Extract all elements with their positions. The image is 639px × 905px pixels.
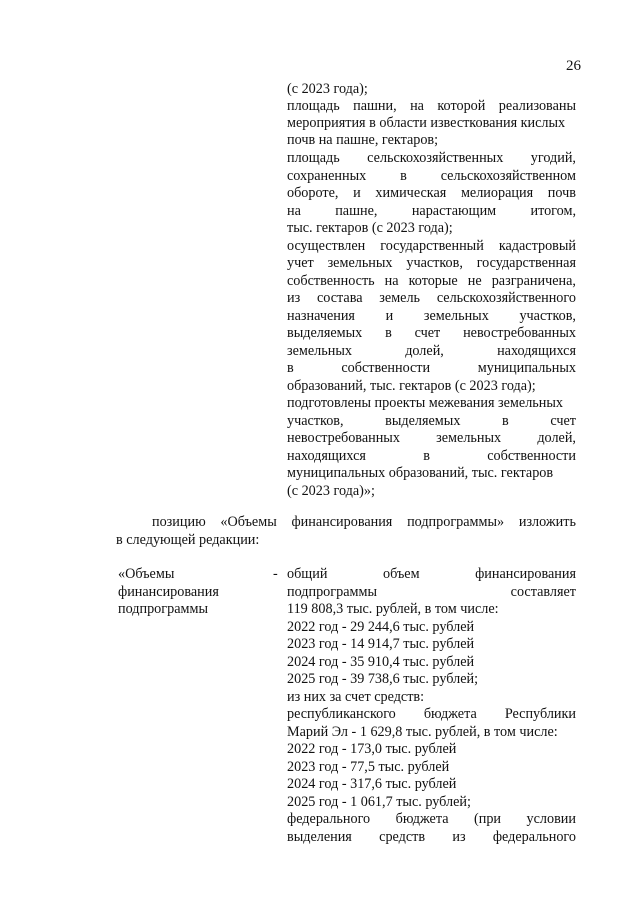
text-line [287, 483, 576, 500]
text-word: составляет [510, 584, 576, 600]
text-word: (с 2023 года); [287, 81, 368, 97]
text-line [287, 448, 576, 465]
text-word: площадь [287, 98, 340, 114]
text-word: находящихся [497, 343, 576, 359]
text-word: Республики [504, 706, 576, 722]
text-line [287, 395, 576, 412]
text-word: состава [316, 290, 363, 306]
text-word: из [452, 829, 466, 845]
text-word: 2023 год - 14 914,7 тыс. рублей [287, 636, 475, 652]
text-word: пашни, [353, 98, 397, 114]
text-word: 119 808,3 тыс. рублей, в том числе: [287, 601, 499, 617]
text-word: республиканского [287, 706, 396, 722]
text-word: 2022 год - 29 244,6 тыс. рублей [287, 619, 475, 635]
text-line [287, 741, 576, 758]
text-line [287, 132, 576, 149]
text-word: которой [437, 98, 486, 114]
text-word: и [353, 185, 361, 201]
text-word: финансирования [475, 566, 576, 582]
text-word: подпрограммы [118, 601, 208, 617]
text-word: Марий Эл - 1 629,8 тыс. рублей, в том числе: [287, 724, 558, 740]
text-word: муниципальных образований, тыс. гектаров [287, 465, 554, 481]
text-word: собственности [341, 360, 431, 376]
text-line [287, 776, 576, 793]
text-word: нарастающим [411, 203, 497, 219]
text-word: финансирования [118, 584, 219, 600]
text-word: итогом, [530, 203, 576, 219]
text-line [287, 98, 576, 115]
text-word: средств [379, 829, 426, 845]
text-line [287, 619, 576, 636]
text-word: общий [287, 566, 328, 582]
text-word: выделяемых [287, 325, 363, 341]
text-line [287, 185, 576, 202]
text-word: счет [414, 325, 441, 341]
text-line [287, 465, 576, 482]
text-line [287, 706, 576, 723]
text-line [287, 343, 576, 360]
text-line [118, 566, 274, 583]
text-word: сельскохозяйственного [436, 290, 576, 306]
text-word: из [287, 290, 301, 306]
text-line [287, 325, 576, 342]
text-line [287, 829, 576, 846]
text-word: 2024 год - 317,6 тыс. рублей [287, 776, 457, 792]
text-line [287, 378, 576, 395]
text-word: участков, [406, 255, 463, 271]
text-word: сохраненных [287, 168, 367, 184]
text-word: почв на пашне, гектаров; [287, 132, 439, 148]
text-word: находящихся [287, 448, 366, 464]
text-word: объем [382, 566, 420, 582]
instruction-line-2: в следующей редакции: [116, 532, 260, 548]
text-word: государственная [476, 255, 576, 271]
text-line [287, 115, 576, 132]
text-line [287, 150, 576, 167]
text-line [287, 584, 576, 601]
text-word: 2025 год - 39 738,6 тыс. рублей; [287, 671, 479, 687]
text-line [287, 220, 576, 237]
text-word: в [385, 325, 392, 341]
text-word: федерального [287, 811, 371, 827]
text-word: 2022 год - 173,0 тыс. рублей [287, 741, 457, 757]
text-word: почв [547, 185, 576, 201]
text-word: выделения [287, 829, 352, 845]
text-word: земельных [436, 430, 502, 446]
text-word: тыс. гектаров (с 2023 года); [287, 220, 453, 236]
text-word: 2024 год - 35 910,4 тыс. рублей [287, 654, 475, 670]
text-line [287, 360, 576, 377]
text-line [287, 81, 576, 98]
text-word: в [502, 413, 509, 429]
text-word: муниципальных [477, 360, 576, 376]
text-line [287, 759, 576, 776]
text-word: участков, [519, 308, 576, 324]
text-word: на [384, 273, 399, 289]
text-word: в [423, 448, 430, 464]
text-word: назначения [287, 308, 355, 324]
text-word: угодий, [530, 150, 576, 166]
text-word: 2025 год - 1 061,7 тыс. рублей; [287, 794, 471, 810]
text-line [287, 601, 576, 618]
text-word: подпрограммы [287, 584, 377, 600]
text-line [287, 255, 576, 272]
text-line [118, 584, 274, 601]
text-word: счет [550, 413, 576, 429]
text-line [287, 654, 576, 671]
text-word: не [467, 273, 482, 289]
text-word: условии [526, 811, 576, 827]
text-word: химическая [375, 185, 447, 201]
text-word: на [410, 98, 424, 114]
text-word: из них за счет средств: [287, 689, 425, 705]
text-word: невостребованных [463, 325, 576, 341]
text-word: земель [379, 290, 421, 306]
text-line [287, 308, 576, 325]
text-word: долей, [405, 343, 444, 359]
text-word: собственность [287, 273, 375, 289]
text-word: обороте, [287, 185, 339, 201]
text-word: образований, тыс. гектаров (с 2023 года); [287, 378, 536, 394]
text-word: земельных [287, 343, 352, 359]
text-line [152, 514, 576, 531]
text-word: выделяемых [385, 413, 461, 429]
text-word: на [287, 203, 301, 219]
text-line [118, 601, 274, 618]
text-line [287, 430, 576, 447]
text-word: реализованы [498, 98, 576, 114]
text-word: финансирования [291, 514, 393, 530]
text-word: 2023 год - 77,5 тыс. рублей [287, 759, 450, 775]
text-word: кадастровый [498, 238, 576, 254]
text-line [287, 566, 576, 583]
text-word: долей, [537, 430, 576, 446]
text-word: земельных [327, 255, 393, 271]
text-word: пашне, [335, 203, 378, 219]
text-word: изложить [518, 514, 576, 530]
text-line [287, 273, 576, 290]
page-number: 26 [566, 58, 581, 74]
text-word: собственности [487, 448, 576, 464]
text-word: бюджета [395, 811, 449, 827]
text-word: в [400, 168, 407, 184]
text-line [287, 168, 576, 185]
text-word: мелиорация [460, 185, 534, 201]
text-word: мероприятия в области известкования кислых [287, 115, 566, 131]
text-line [287, 290, 576, 307]
text-word: подпрограммы» [407, 514, 505, 530]
text-word: которые [408, 273, 458, 289]
text-word: государственный [380, 238, 484, 254]
text-word: сельскохозяйственном [440, 168, 576, 184]
text-word: и [385, 308, 394, 324]
text-line [287, 811, 576, 828]
text-word: учет [287, 255, 314, 271]
text-word: сельскохозяйственных [367, 150, 504, 166]
text-word: позицию [152, 514, 206, 530]
text-word: площадь [287, 150, 340, 166]
text-word: (при [474, 811, 502, 827]
text-line [287, 689, 576, 706]
text-line [287, 413, 576, 430]
text-word: невостребованных [287, 430, 400, 446]
text-word: (с 2023 года)»; [287, 483, 375, 499]
text-line [287, 238, 576, 255]
text-word: подготовлены проекты межевания земельных [287, 395, 563, 411]
text-word: федерального [492, 829, 576, 845]
text-word: в [287, 360, 294, 376]
text-line [287, 794, 576, 811]
text-word: «Объемы [220, 514, 277, 530]
text-line [287, 203, 576, 220]
label-dash: - [273, 566, 278, 582]
text-word: «Объемы [118, 566, 175, 582]
text-word: участков, [287, 413, 344, 429]
text-word: земельных [423, 308, 489, 324]
text-word: осуществлен [287, 238, 366, 254]
text-line [287, 724, 576, 741]
text-word: бюджета [423, 706, 477, 722]
text-line [287, 636, 576, 653]
text-word: разграничена, [491, 273, 576, 289]
text-line [287, 671, 576, 688]
